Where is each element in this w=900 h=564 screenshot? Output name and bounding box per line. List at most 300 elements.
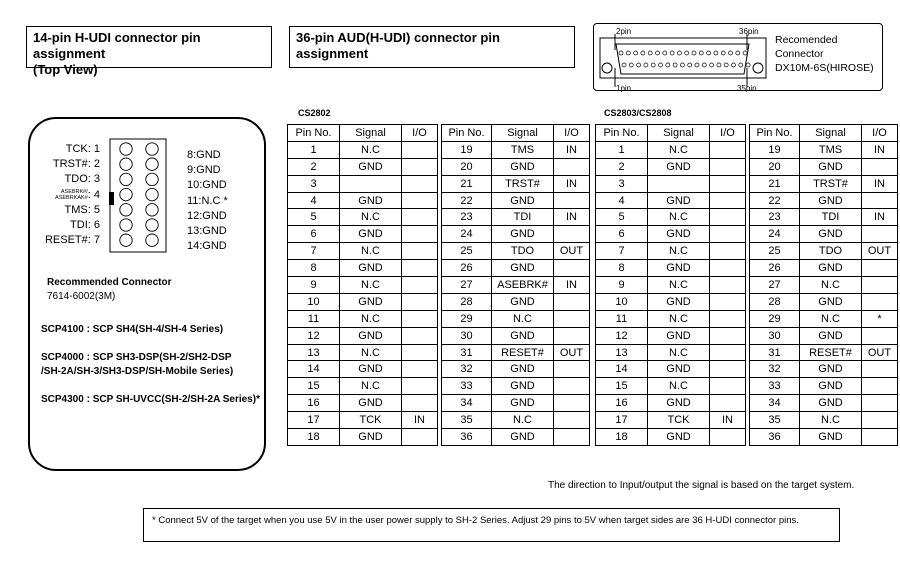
table-cell: 30 [442,327,492,344]
table-cell: 33 [442,378,492,395]
table-cell [402,395,438,412]
table-row [596,192,898,209]
table-cell: 21 [750,175,800,192]
table-cell [554,192,590,209]
table-cell: GND [340,327,402,344]
table-cell: 24 [750,226,800,243]
table-row [288,209,590,226]
table-row [596,209,898,226]
table-cell: 23 [442,209,492,226]
connector36-pin [685,51,689,55]
table-cell: 14 [288,361,340,378]
connector36-pin [714,51,718,55]
table-cell: GND [648,361,710,378]
table-row [596,293,898,310]
connector36-pin [634,51,638,55]
table-cell [402,260,438,277]
recommended14-title: Recommended Connector [47,277,172,288]
table-cell: GND [648,192,710,209]
table-cell: N.C [800,277,862,294]
table-cell: 29 [442,310,492,327]
table-cell: RESET# [800,344,862,361]
table-cell: 36 [750,429,800,446]
table-cell [710,293,746,310]
table-cell: 20 [442,158,492,175]
table-cell: GND [340,429,402,446]
table-cell: GND [800,429,862,446]
table-cell: GND [648,395,710,412]
table-cell: 18 [596,429,648,446]
connector14-pin [120,234,132,246]
connector36-pin [648,51,652,55]
table-row [596,412,898,429]
table-cell: 17 [288,412,340,429]
pin14-label: TDO: 3 [64,173,100,186]
table-cell: GND [648,158,710,175]
table-cell: N.C [648,277,710,294]
pin14-label: RESET#: 7 [44,234,100,247]
connector14-pin [146,158,158,170]
table-cell [402,327,438,344]
table-cell [710,141,746,158]
table-cell: GND [648,293,710,310]
table-cell [710,344,746,361]
table-cell: OUT [862,243,898,260]
table-cell: GND [648,327,710,344]
table-row [596,395,898,412]
table-cell: 8 [596,260,648,277]
table-cell: GND [340,395,402,412]
table-cell [554,429,590,446]
connector36-pin [721,51,725,55]
title-36pin-text: 36-pin AUD(H-UDI) connector pin assignment [296,30,500,61]
connector14-pin [146,143,158,155]
connector14-recommended [47,276,171,304]
connector36-pin [637,63,641,67]
connector36-pin [656,51,660,55]
table-cell: TDO [800,243,862,260]
table-cell [710,327,746,344]
table-cell: N.C [648,310,710,327]
pin14-label: 9:GND [187,164,221,177]
connector36-pin [710,63,714,67]
table-cell: 36 [442,429,492,446]
connector36-pin [729,51,733,55]
table-cell [402,429,438,446]
table-row [288,429,590,446]
table-cell [862,158,898,175]
connector14-pin [146,234,158,246]
table-cell [402,361,438,378]
table-cell: 6 [288,226,340,243]
table-cell: 14 [596,361,648,378]
table-row [288,378,590,395]
pin14-label: TDI: 6 [70,219,100,231]
table-cell: N.C [340,310,402,327]
table-cell: N.C [340,344,402,361]
table-cell: 13 [596,344,648,361]
table-cell: N.C [648,243,710,260]
table-cell: GND [800,293,862,310]
connector36-pin [699,51,703,55]
table-cell: N.C [648,209,710,226]
table-cell: 22 [750,192,800,209]
table-cell: 25 [750,243,800,260]
table-cell [402,277,438,294]
table-cell: 8 [288,260,340,277]
table-cell: N.C [648,378,710,395]
table-cell: GND [800,226,862,243]
table-cell: 28 [750,293,800,310]
pin14-label [30,189,100,201]
connector36-pin [743,51,747,55]
table-cell: IN [862,175,898,192]
table-cell: 1 [596,141,648,158]
table-cell: 9 [288,277,340,294]
table-cell: IN [862,141,898,158]
table-cell: IN [402,412,438,429]
table-cell: GND [492,378,554,395]
connector36-recommended [775,33,874,75]
table-row [596,260,898,277]
table-cell [862,395,898,412]
table-cell: 29 [750,310,800,327]
table-cell [862,192,898,209]
table-row [288,327,590,344]
pin14-label: 13:GND [187,225,227,237]
table-cell: 2 [288,158,340,175]
table-cell: 12 [596,327,648,344]
table-cell [402,209,438,226]
table-cell: 31 [442,344,492,361]
table-cell: N.C [648,344,710,361]
table-cell: 13 [288,344,340,361]
footnote-text: * Connect 5V of the target when you use 5V in the user power supply to SH-2 Series. Adjust 29 pins to 5V when target sides are 36 H-UDI connector pins. [152,515,799,526]
table-cell: 35 [750,412,800,429]
table-cell: 5 [288,209,340,226]
direction-note: The direction to Input/output the signal is based on the target system. [548,480,855,491]
pin-label-2: 2pin [616,27,632,36]
table-cell: GND [648,429,710,446]
table-cell [402,293,438,310]
title-36pin [289,26,575,68]
table-cell: N.C [340,141,402,158]
table-cell: TRST# [492,175,554,192]
table-cell [402,175,438,192]
table-cell: 27 [750,277,800,294]
rec-line-1: Recomended [775,34,838,46]
table-row [596,277,898,294]
recommended14-part: 7614-6002(3M) [47,291,116,302]
table-cell [554,310,590,327]
table-cell: TDI [492,209,554,226]
col-header: Pin No. [442,125,492,142]
table-cell: 31 [750,344,800,361]
connector36-pin [622,63,626,67]
table-row [596,243,898,260]
col-header: I/O [710,125,746,142]
table-cell: 15 [288,378,340,395]
table-cell: GND [340,361,402,378]
connector14-pin [146,173,158,185]
pin14-label: 12:GND [187,209,227,222]
connector36-pin [680,63,684,67]
table-row [288,158,590,175]
table-cell [340,175,402,192]
table-row [288,344,590,361]
table-cell: 27 [442,277,492,294]
table-cell: 26 [750,260,800,277]
connector36-pin [702,63,706,67]
table-cell [402,378,438,395]
title-14pin-text: 14-pin H-UDI connector pin assignment (Top View) [33,30,201,77]
table-cell [648,175,710,192]
table-cell: IN [554,277,590,294]
pin14-label: 11:N.C * [187,194,228,207]
table-row [288,141,590,158]
table-cell: 20 [750,158,800,175]
table-cell: TCK [340,412,402,429]
pin14-label: 14:GND [187,240,227,253]
table-cell [554,378,590,395]
table-cell: N.C [340,209,402,226]
table-cell: 11 [596,310,648,327]
title-14pin [26,26,272,77]
connector36-pin [736,51,740,55]
table-cell: 21 [442,175,492,192]
table-cell: 5 [596,209,648,226]
table-cell: GND [492,293,554,310]
table-row [596,378,898,395]
table-cell [710,226,746,243]
table-cell: 3 [596,175,648,192]
pin4-name [55,189,88,201]
table-cell: GND [648,226,710,243]
connector36-pin [670,51,674,55]
pin4-name-part: ASEBRKAK# [55,194,88,201]
connector36-pin [666,63,670,67]
col-header: Signal [800,125,862,142]
table-cell: 32 [442,361,492,378]
table-cell: OUT [554,243,590,260]
table-cell [710,243,746,260]
table-cell: GND [492,429,554,446]
table-cell [710,260,746,277]
table-cell: GND [340,260,402,277]
table-cell: N.C [648,141,710,158]
table-row [596,344,898,361]
table-row [596,361,898,378]
connector36-pin [651,63,655,67]
table-cell: 35 [442,412,492,429]
connector14-diagram [108,138,168,258]
table-row [596,226,898,243]
pin14-label: 8:GND [187,149,221,161]
table-cell: IN [862,209,898,226]
table-cell: 19 [442,141,492,158]
table-cell [862,226,898,243]
table-cell: 22 [442,192,492,209]
table-cell [554,158,590,175]
col-header: Signal [340,125,402,142]
table-cell [402,243,438,260]
table-row [596,429,898,446]
pin-table-cs2803 [595,124,898,446]
rec-line-2: Connector [775,48,824,60]
table-row [288,395,590,412]
table-cell: 11 [288,310,340,327]
pin14-label: TRST#: 2 [52,158,100,171]
table-cell: ASEBRK# [492,277,554,294]
scp4000-note: SCP4000 : SCP SH3-DSP(SH-2/SH2-DSP /SH-2A/SH-3/SH3-DSP/SH-Mobile Series) [41,352,234,377]
connector14-pin [120,188,132,200]
table-cell: 16 [288,395,340,412]
table-cell: 2 [596,158,648,175]
connector36-pin [619,51,623,55]
connector36-pin [732,63,736,67]
table-row [288,226,590,243]
table-cell [710,429,746,446]
connector14-pin [146,219,158,231]
table-cell: GND [492,361,554,378]
connector36-pin [717,63,721,67]
table-cell: GND [492,192,554,209]
table-cell: 32 [750,361,800,378]
table-cell: GND [800,361,862,378]
connector36-pin [692,51,696,55]
table-cell: N.C [800,310,862,327]
table-cell [402,310,438,327]
table-cell: GND [800,260,862,277]
table-cell: N.C [340,277,402,294]
table-cell [402,192,438,209]
table-cell: 9 [596,277,648,294]
table-row [288,412,590,429]
connector14-pin [120,219,132,231]
col-header: Pin No. [596,125,648,142]
table-cell [554,361,590,378]
table-cell: TDI [800,209,862,226]
table-row [288,361,590,378]
table-cell: 6 [596,226,648,243]
table-cell: RESET# [492,344,554,361]
table-cell [554,260,590,277]
table-cell: 25 [442,243,492,260]
table-cell: 17 [596,412,648,429]
table-cell [862,378,898,395]
table-cell: TCK [648,412,710,429]
table-row [288,260,590,277]
connector36-pin [673,63,677,67]
table-row [288,175,590,192]
table-cell: 24 [442,226,492,243]
pin14-label: 10:GND [187,179,227,192]
table-cell: GND [340,293,402,310]
connector36-pin [629,63,633,67]
table-cell [710,310,746,327]
connector36-pin [695,63,699,67]
connector36-pin [663,51,667,55]
pin14-label: TMS: 5 [64,203,100,216]
connector36-pin [641,51,645,55]
table-cell: 7 [596,243,648,260]
table-cell [402,344,438,361]
table-cell: 19 [750,141,800,158]
col-header: Signal [648,125,710,142]
table-cell [710,277,746,294]
pin4-number: : 4 [87,188,100,201]
table-cell: 12 [288,327,340,344]
table-cell: TDO [492,243,554,260]
table-cell [710,361,746,378]
pin-table-cs2802 [287,124,590,446]
table-cell: GND [800,158,862,175]
connector14-pin [120,143,132,155]
table-cell: 15 [596,378,648,395]
table-cell [862,277,898,294]
table-cell: GND [492,260,554,277]
table-cell: 30 [750,327,800,344]
table-cell: 16 [596,395,648,412]
table-cell: TMS [492,141,554,158]
table-cell [862,260,898,277]
table-cell: 10 [596,293,648,310]
table-cell: N.C [340,378,402,395]
table-row [288,293,590,310]
col-header: Signal [492,125,554,142]
connector14-pin [146,188,158,200]
table-cell [402,158,438,175]
table-row [288,277,590,294]
table-cell: 1 [288,141,340,158]
table-cell: 33 [750,378,800,395]
table-cell [554,293,590,310]
connector14-pin [120,204,132,216]
table-cell: GND [648,260,710,277]
pin-label-36: 36pin [739,27,759,36]
table-cell: TMS [800,141,862,158]
table-cell: GND [492,327,554,344]
connector14-pin [120,158,132,170]
table-cell: GND [800,327,862,344]
scp4300-note: SCP4300 : SCP SH-UVCC(SH-2/SH-2A Series)* [41,394,260,405]
table-cell [402,226,438,243]
table-cell: GND [492,158,554,175]
table-row [288,310,590,327]
table-cell: OUT [862,344,898,361]
table-cell [862,361,898,378]
table-cell: 4 [596,192,648,209]
footnote [143,508,840,542]
table-cell: 26 [442,260,492,277]
table1-caption: CS2802 [298,108,331,118]
table-row [596,141,898,158]
connector36-pin [724,63,728,67]
table-cell: IN [710,412,746,429]
table-row [596,327,898,344]
table-cell [710,158,746,175]
table-cell [862,293,898,310]
table-cell: 23 [750,209,800,226]
table-cell: 7 [288,243,340,260]
table-cell: 3 [288,175,340,192]
connector36-pin [739,63,743,67]
table-cell [710,175,746,192]
table-cell: IN [554,175,590,192]
table-cell [862,327,898,344]
table2-caption: CS2803/CS2808 [604,108,672,118]
table-cell: N.C [492,412,554,429]
